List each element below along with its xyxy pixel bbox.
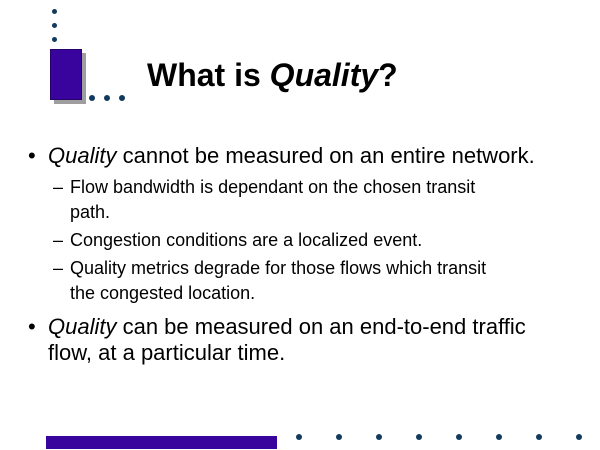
decor-dot (536, 434, 542, 440)
decor-dot (296, 434, 302, 440)
emphasized-text: Quality (269, 57, 379, 93)
text-segment: can be measured on an end-to-end traffic (116, 314, 526, 339)
bullet-marker: • (28, 143, 36, 168)
slide-title (147, 58, 398, 92)
text-segment: flow, at a particular time. (48, 340, 286, 365)
emphasized-text: Quality (48, 143, 117, 168)
bullet-text (48, 143, 535, 168)
decor-dot (52, 23, 57, 28)
top-dot-column (52, 9, 57, 42)
sub-bullet-item-2 (53, 228, 576, 253)
sub-bullet-marker: – (53, 258, 64, 278)
sub-bullet-text (70, 177, 475, 222)
bullet-item-2 (28, 314, 576, 366)
decor-dot (104, 95, 110, 101)
text-segment: Congestion conditions are a localized event. (70, 230, 423, 250)
text-segment: cannot be measured on an entire network. (116, 143, 535, 168)
bullet-text (48, 314, 526, 365)
slide-body (28, 143, 576, 372)
decor-dot (456, 434, 462, 440)
sub-bullet-item-1 (53, 175, 576, 225)
sub-bullet-marker: – (53, 177, 64, 197)
text-segment: What is (147, 57, 270, 93)
decor-dot (416, 434, 422, 440)
accent-square (50, 49, 82, 100)
footer-accent-bar (46, 436, 277, 449)
decor-dot (496, 434, 502, 440)
footer-dot-row (296, 434, 582, 440)
decor-dot (376, 434, 382, 440)
sub-bullet-list (53, 175, 576, 306)
text-segment: Flow bandwidth is dependant on the chosen transit (70, 177, 476, 197)
decor-dot (52, 37, 57, 42)
bullet-item-1 (28, 143, 576, 169)
text-segment: ? (378, 57, 398, 93)
sub-bullet-text (70, 230, 422, 250)
decor-dot (89, 95, 95, 101)
title-dot-row (89, 95, 125, 101)
sub-bullet-item-3 (53, 256, 576, 306)
decor-dot (576, 434, 582, 440)
decor-dot (336, 434, 342, 440)
bullet-marker: • (28, 314, 36, 339)
text-segment: Quality metrics degrade for those flows which transit (70, 258, 487, 278)
text-segment: path. (70, 202, 111, 222)
sub-bullet-text (70, 258, 486, 303)
decor-dot (52, 9, 57, 14)
text-segment: the congested location. (70, 283, 256, 303)
sub-bullet-marker: – (53, 230, 64, 250)
decor-dot (119, 95, 125, 101)
emphasized-text: Quality (48, 314, 117, 339)
